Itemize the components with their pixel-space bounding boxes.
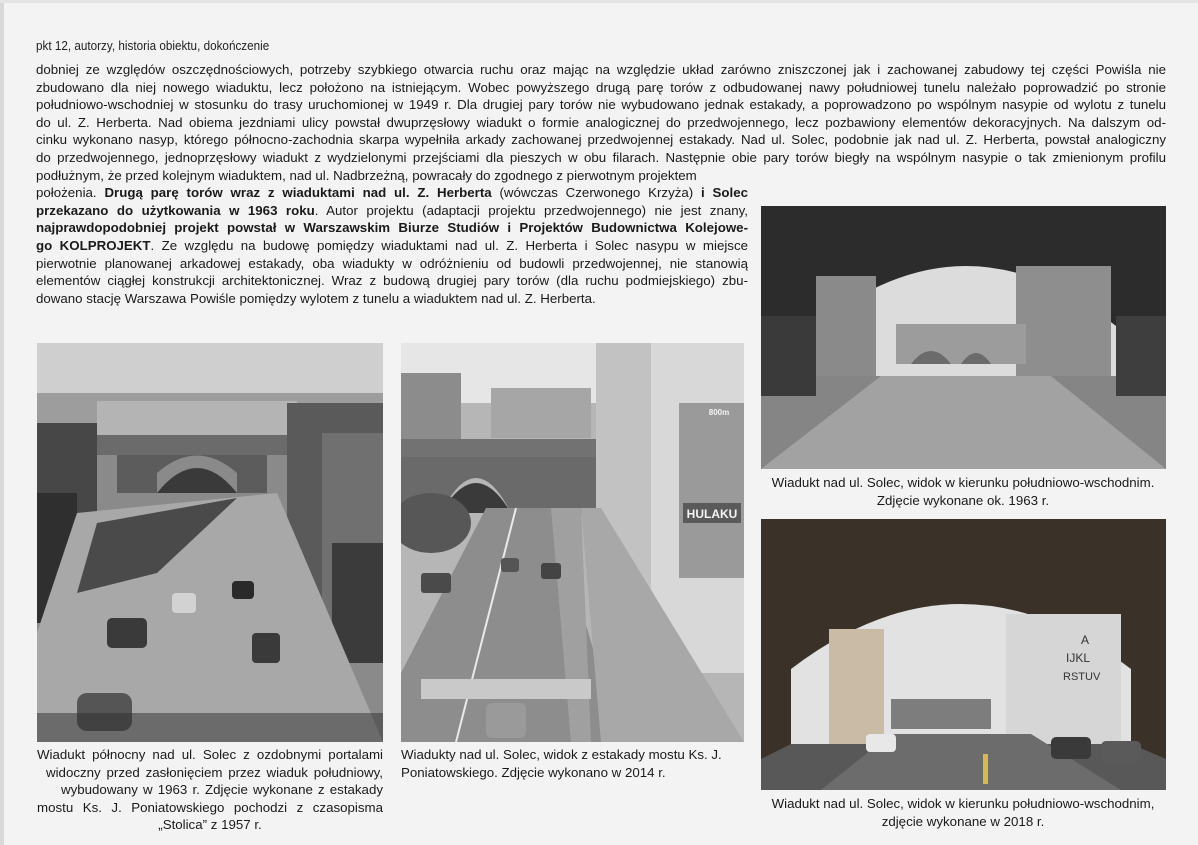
bold-run: przekazano do użytkowania w 1963 roku (36, 202, 315, 218)
caption-photo-3 (758, 474, 1168, 509)
photo-arch-2018 (761, 519, 1166, 790)
photo-viaduct-1957 (37, 343, 383, 742)
distance-text: 800m (708, 408, 730, 417)
text-line: dobniej ze względów oszczędnościowych, potrzeby szybkiego otwarcia ruchu oraz mając na względzie układ zarówno zniszczonej jak i zachowanej zabudowy tej części Powiśla nie (36, 62, 1166, 77)
text-line: cinku wykonano nasyp, którego północno-zachodnia skarpa wypełniła arkady zachowanej przedwojennej estakady. Nad ul. Solec, podobnie jak nad ul. Z. Herberta, powstał analogiczny (36, 132, 1166, 148)
scan-edge (0, 0, 4, 845)
text-line: południowo-wschodniej w stosunku do trasy uruchomionej w 1949 r. Dla drugiej pary torów nie wybudowano jednak estakady, a poprowadzono po wspólnym nasypie od wylotu z tunelu (36, 97, 1166, 113)
text-line: pierwotnie planowanej arkadowej estakady, oba wiadukty w odróżnieniu od budowli przedwojennej, nie stanowią (36, 255, 748, 271)
caption-line: Wiadukt nad ul. Solec, widok w kierunku południowo-wschodnim, (771, 796, 1155, 811)
text-line: zbudowano dla niej nowego wiaduktu, lecz położono na istniejącym. Wobec powyższego drugą parę torów z odbudowanej nawy południowej tunelu należało poprowadzić po stronie (36, 79, 1166, 95)
graffiti-1: A (1081, 633, 1090, 647)
bold-run: go KOLPROJEKT (36, 237, 151, 253)
graffiti-3: RSTUV (1063, 671, 1101, 683)
caption-photo-1 (37, 746, 383, 834)
caption-line: mostu Ks. J. Poniatowskiego pochodzi z czasopisma (37, 799, 383, 815)
bold-run: Drugą parę torów wraz z wiaduktami nad ul. Z. Herberta (104, 185, 492, 201)
caption-line: zdjęcie wykonane w 2018 r. (881, 813, 1045, 829)
text-line: dowano stację Warszawa Powiśle pomiędzy wylotem z tunelu a wiaduktem nad ul. Z. Herberta. (36, 290, 596, 306)
photo-viaduct-2014 (401, 343, 744, 742)
text-run: (wówczas Czerwonego Krzyża) (491, 185, 702, 201)
text-run: położenia. (36, 185, 105, 201)
caption-line: „Stolica” z 1957 r. (158, 817, 262, 832)
caption-line: Zdjęcie wykonane ok. 1963 r. (876, 492, 1050, 508)
caption-line: Wiadukty nad ul. Solec, widok z estakady mostu Ks. J. (401, 747, 722, 762)
caption-photo-4 (758, 795, 1168, 830)
text-line (36, 237, 748, 255)
text-line: do przedwojennego, jednoprzęsłowy wiadukt z wydzielonymi przejściami dla pieszych w obu filarach. Następnie obie pary torów biegły na wspólnym nasypie o tak zmienionym profilu (36, 149, 1166, 165)
text-line: podłużnym, że przed kolejnym wiaduktem, nad ul. Nadbrzeżną, powracały do zgodnego z pierwotnym projektem (36, 167, 697, 183)
text-line (36, 184, 748, 202)
caption-line: widoczny przed zasłonięciem przez wiaduk południowy, (46, 764, 383, 780)
photo-arch-1963 (761, 206, 1166, 469)
text-line (36, 219, 748, 237)
caption-line: Poniatowskiego. Zdjęcie wykonano w 2014 r. (401, 764, 666, 780)
caption-line: Wiadukt północny nad ul. Solec z ozdobnymi portalami (37, 747, 383, 762)
section-header: pkt 12, autorzy, historia obiektu, dokończenie (36, 38, 270, 53)
text-run: . Ze względu na budowę pomiędzy wiaduktami nad ul. Z. Herberta i Solec nasypu w miejsce (150, 237, 748, 253)
text-run: . Autor projektu (adaptacji projektu przedwojennego) nie jest znany, (314, 202, 748, 218)
bold-run: najprawdopodobniej projekt powstał w Warszawskim Biurze Studiów i Projektów Budownictwa Kolejowe- (36, 220, 748, 236)
text-line: do ul. Z. Herberta. Nad obiema jezdniami ulicy powstał dwuprzęsłowy wiadukt o formie analogicznej do przedwojennego, lecz pozbawiony elementów dekoracyjnych. Na dalszym od- (36, 114, 1166, 130)
text-line (36, 202, 748, 220)
caption-line: Wiadukt nad ul. Solec, widok w kierunku południowo-wschodnim. (771, 475, 1155, 490)
caption-photo-2 (401, 746, 744, 781)
caption-line: wybudowany w 1963 r. Zdjęcie wykonane z estakady (61, 782, 383, 797)
bold-run: i Solec (701, 185, 748, 201)
scan-edge-top (0, 0, 1198, 3)
billboard-text: HULAKU (686, 507, 738, 521)
graffiti-2: IJKL (1066, 651, 1091, 665)
text-line: elementów ciągłej konstrukcji architektonicznej. Wraz z budową drugiej pary torów (dla ruchu podmiejskiego) zbu- (36, 273, 748, 289)
